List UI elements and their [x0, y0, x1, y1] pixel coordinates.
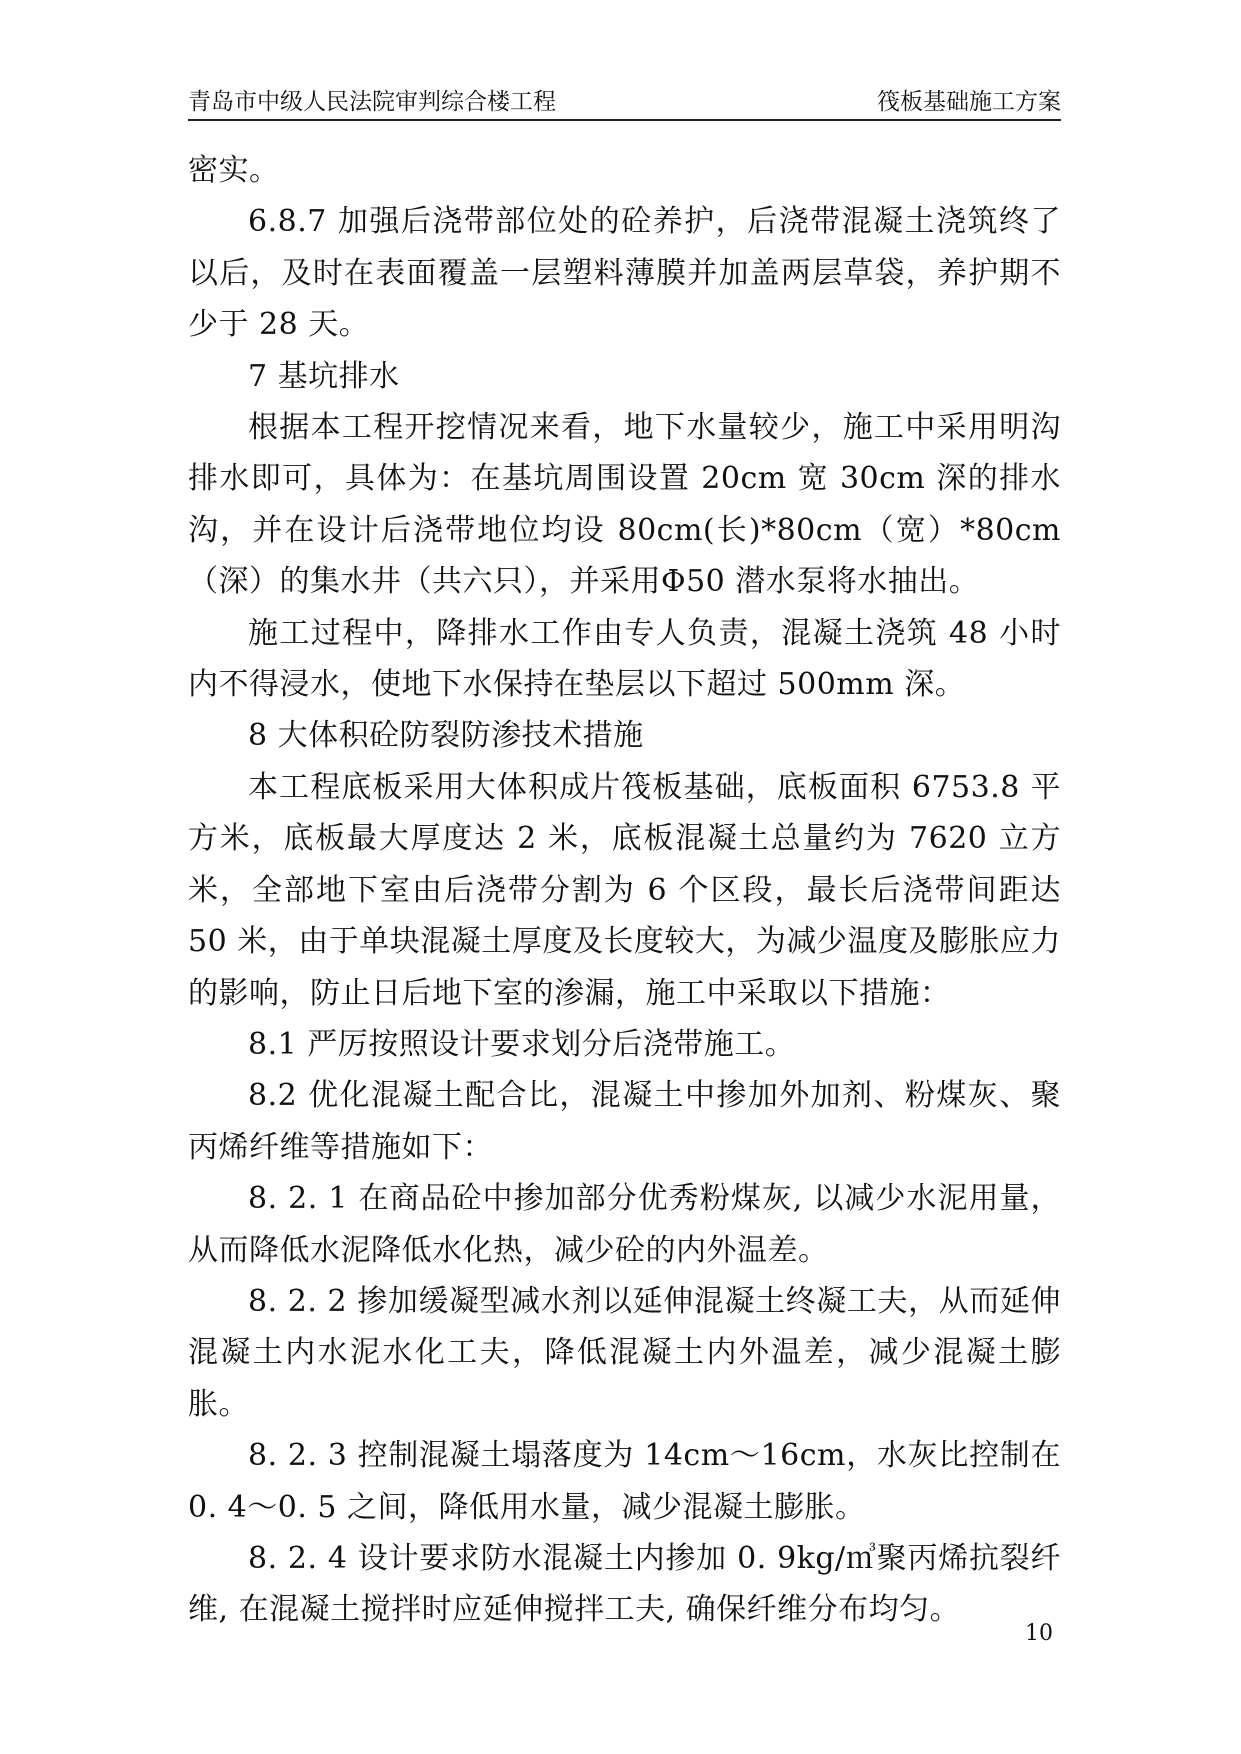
section-heading: 8 大体积砼防裂防渗技术措施: [248, 718, 644, 754]
paragraph: 施工过程中，降排水工作由专人负责，混凝土浇筑 48 小时内不得浸水，使地下水保持在垫层以下超过 500mm 深。: [188, 615, 1061, 703]
page-number: 10: [1025, 1621, 1053, 1646]
paragraph: 8. 2. 3 控制混凝土塌落度为 14cm～16cm，水灰比控制在 0. 4～0. 5 之间，降低用水量，减少混凝土膨胀。: [188, 1438, 1061, 1525]
paragraph: 本工程底板采用大体积成片筏板基础，底板面积 6753.8 平方米，底板最大厚度达 2 米，底板混凝土总量约为 7620 立方米，全部地下室由后浇带分割为 6 个区段，最长后浇带间距达 50 米，由于单块混凝土厚度及长度较大，为减少温度及膨胀应力的影响，防止日后地下室的渗漏，施工中采取以下措施：: [188, 769, 1061, 1011]
paragraph: 8. 2. 1 在商品砼中掺加部分优秀粉煤灰, 以减少水泥用量，从而降低水泥降低水化热，减少砼的内外温差。: [188, 1181, 1061, 1268]
paragraph: 根据本工程开挖情况来看，地下水量较少，施工中采用明沟排水即可，具体为：在基坑周围设置 20cm 宽 30cm 深的排水沟，并在设计后浇带地位均设 80cm(长)*80cm（宽）*80cm（深）的集水井（共六只），并采用Φ50 潜水泵将水抽出。: [188, 410, 1061, 600]
paragraph: 8. 2. 4 设计要求防水混凝土内掺加 0. 9kg/㎥聚丙烯抗裂纤维, 在混凝土搅拌时应延伸搅拌工夫, 确保纤维分布均匀。: [188, 1540, 1061, 1628]
body-text: [188, 145, 1061, 1636]
page-header: [188, 85, 1061, 121]
paragraph: 8. 2. 2 掺加缓凝型减水剂以延伸混凝土终凝工夫，从而延伸混凝土内水泥水化工夫，降低混凝土内外温差，减少混凝土膨胀。: [188, 1283, 1061, 1422]
paragraph: 8.2 优化混凝土配合比，混凝土中掺加外加剂、粉煤灰、聚丙烯纤维等措施如下：: [188, 1078, 1061, 1165]
paragraph: 8.1 严厉按照设计要求划分后浇带施工。: [248, 1026, 796, 1062]
header-project-title: 青岛市中级人民法院审判综合楼工程: [188, 89, 556, 115]
paragraph: 6.8.7 加强后浇带部位处的砼养护，后浇带混凝土浇筑终了以后，及时在表面覆盖一层塑料薄膜并加盖两层草袋，养护期不少于 28 天。: [188, 204, 1061, 343]
section-heading: 7 基坑排水: [248, 358, 400, 394]
header-document-title: 筏板基础施工方案: [877, 89, 1061, 115]
paragraph: 密实。: [188, 153, 280, 188]
